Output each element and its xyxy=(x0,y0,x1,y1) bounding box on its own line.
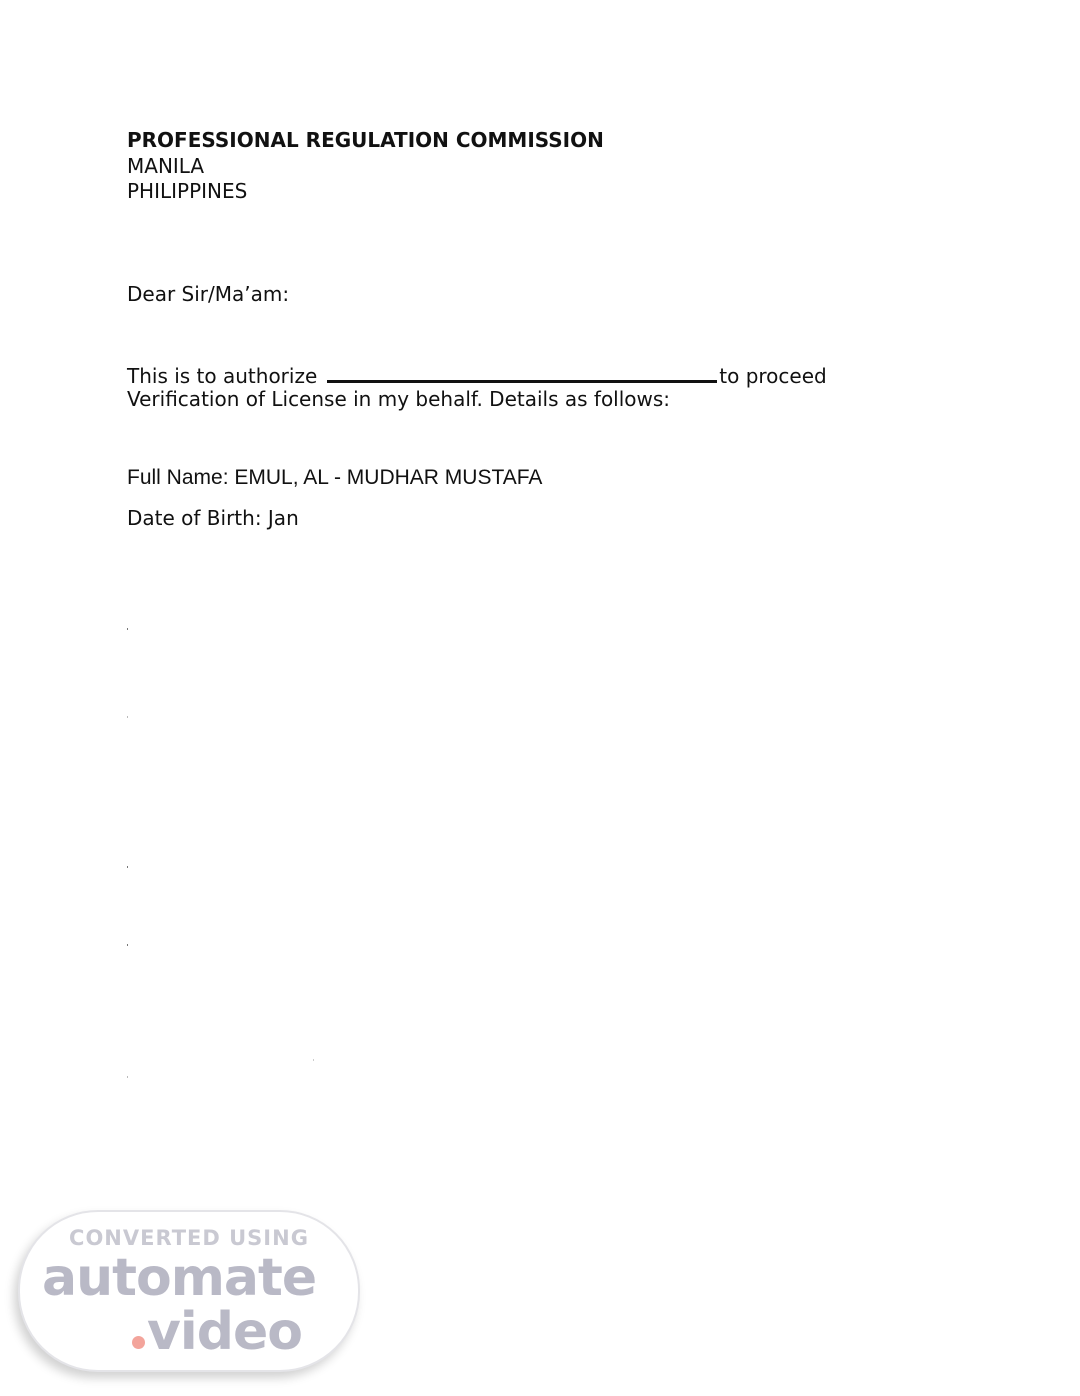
organization-heading: PROFESSIONAL REGULATION COMMISSION xyxy=(127,128,604,152)
authorization-sentence xyxy=(127,360,827,388)
scan-speck xyxy=(127,628,128,630)
address-city: MANILA xyxy=(127,154,205,178)
watermark-caption: CONVERTED USING xyxy=(69,1226,309,1250)
authorization-details-line: Verification of License in my behalf. Details as follows: xyxy=(127,387,671,411)
scan-speck xyxy=(127,1076,128,1078)
authorize-prefix: This is to authorize xyxy=(127,364,318,388)
scan-speck xyxy=(127,944,128,946)
watermark-brand-automate: automate xyxy=(42,1248,317,1308)
address-country: PHILIPPINES xyxy=(127,179,248,203)
date-of-birth-field: Date of Birth: Jan xyxy=(127,506,299,530)
authorize-suffix: to proceed xyxy=(719,364,827,388)
watermark-dot-icon xyxy=(132,1336,145,1349)
scan-speck xyxy=(313,1059,314,1061)
authorized-person-blank xyxy=(327,360,717,383)
full-name-field: Full Name: EMUL, AL - MUDHAR MUSTAFA xyxy=(127,466,543,489)
converter-watermark-badge xyxy=(18,1210,360,1372)
scan-speck xyxy=(127,716,128,718)
scan-speck xyxy=(127,866,128,868)
salutation: Dear Sir/Ma’am: xyxy=(127,282,290,306)
watermark-brand-video xyxy=(132,1302,302,1362)
watermark-brand-video-text: video xyxy=(147,1302,302,1362)
